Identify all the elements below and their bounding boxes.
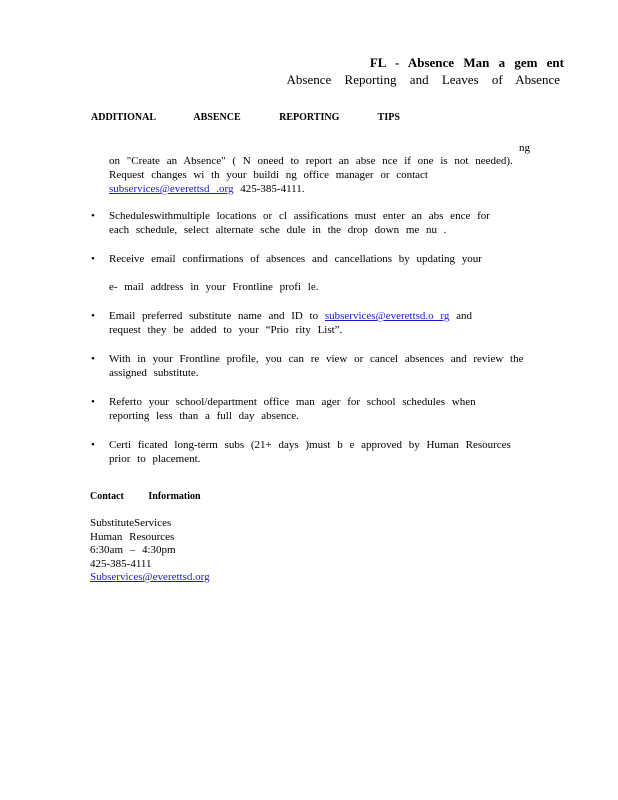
- contact-heading: Contact Information: [90, 491, 201, 502]
- tip-line: on "Create an Absence" ( N oneed to report an abse nce if one is not needed).: [109, 155, 513, 167]
- section-heading: ADDITIONAL ABSENCE REPORTING TIPS: [91, 112, 400, 123]
- tip-item-multiple-schedules: [91, 209, 531, 237]
- tip-line: Request changes wi th your buildi ng office manager or contact: [109, 169, 428, 181]
- tip-line: assigned substitute.: [109, 367, 199, 379]
- tip-item-priority-list: [91, 309, 531, 337]
- tip-item-long-term-subs: [91, 438, 531, 466]
- contact-dept: SubstituteServices: [90, 517, 172, 529]
- email-link[interactable]: subservices@everettsd.o rg: [324, 310, 450, 322]
- tip-line: e- mail address in your Frontline profi le.: [109, 281, 319, 293]
- contact-hours: 6:30am – 4:30pm: [90, 544, 176, 556]
- tip-item-create-absence: [91, 154, 531, 196]
- email-link[interactable]: subservices@everettsd .org: [109, 183, 234, 195]
- tip-line: [109, 309, 531, 323]
- tips-list: [91, 154, 531, 481]
- tip-line: request they be added to your “Prio rity List”.: [109, 324, 343, 336]
- stray-text-fragment: ng: [519, 142, 530, 154]
- tip-line: With in your Frontline profile, you can re view or cancel absences and review the: [109, 353, 524, 365]
- tip-line: reporting less than a full day absence.: [109, 410, 299, 422]
- tip-line: each schedule, select alternate sche dule in the drop down me nu .: [109, 224, 447, 236]
- tip-line: Certi ficated long-term subs (21+ days )must b e approved by Human Resources: [109, 439, 511, 451]
- tip-line: Referto your school/department office man ager for school schedules when: [109, 396, 476, 408]
- tip-text: and: [449, 310, 473, 322]
- document-subtitle: Absence Reporting and Leaves of Absence: [286, 72, 560, 87]
- tip-line: [109, 182, 531, 196]
- tip-line: prior to placement.: [109, 453, 201, 465]
- tip-line: Scheduleswithmultiple locations or cl assifications must enter an abs ence for: [109, 210, 490, 222]
- tip-line: Receive email confirmations of absences and cancellations by updating your: [109, 253, 482, 265]
- tip-item-office-manager: [91, 395, 531, 423]
- document-title: FL - Absence Man a gem ent: [369, 55, 564, 70]
- contact-office: Human Resources: [90, 530, 175, 543]
- bullet-icon: •: [91, 396, 95, 408]
- phone-text: 425-385-4111.: [233, 183, 305, 195]
- tip-text: Email preferred substitute name and ID to: [109, 310, 325, 322]
- tip-item-frontline-profile: [91, 352, 531, 380]
- bullet-icon: •: [91, 253, 95, 265]
- bullet-icon: •: [91, 310, 95, 322]
- contact-block: [90, 517, 234, 585]
- tip-item-email-confirmations: [91, 252, 531, 294]
- contact-phone: 425-385-4111: [90, 557, 152, 570]
- contact-email-link[interactable]: Subservices@everettsd.org: [90, 571, 210, 583]
- bullet-icon: •: [91, 439, 95, 451]
- line-gap: [109, 266, 531, 280]
- bullet-icon: •: [91, 210, 95, 222]
- bullet-icon: •: [91, 353, 95, 365]
